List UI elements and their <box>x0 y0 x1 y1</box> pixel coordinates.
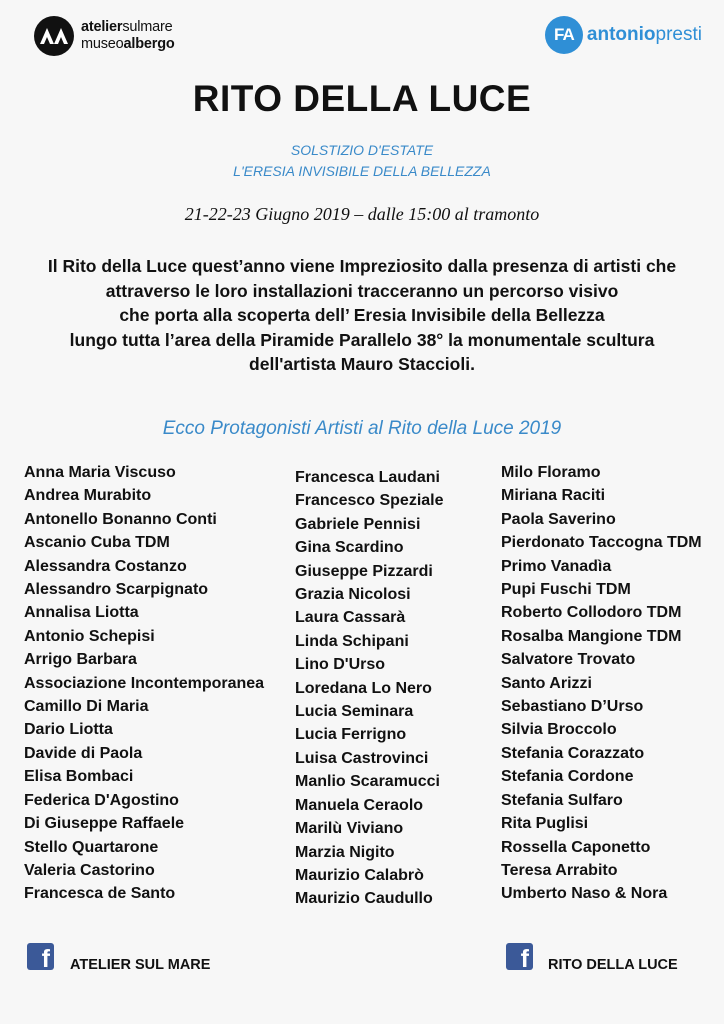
artist-name: Stefania Sulfaro <box>501 791 623 809</box>
artist-name: Lucia Ferrigno <box>295 726 407 744</box>
facebook-label-rito[interactable]: RITO DELLA LUCE <box>548 957 678 973</box>
artist-name: Teresa Arrabito <box>501 861 618 879</box>
artist-name: Loredana Lo Nero <box>295 679 432 697</box>
artist-name: Maurizio Caudullo <box>295 890 433 908</box>
artist-list-column-1 <box>24 461 264 906</box>
artist-name: Francesca Laudani <box>295 469 440 486</box>
subtitle <box>0 140 724 182</box>
artist-name: Rossella Caponetto <box>501 838 651 856</box>
artist-name: Francesca de Santo <box>24 885 176 903</box>
artist-name: Miriana Raciti <box>501 487 606 505</box>
artist-name: Gabriele Pennisi <box>295 515 421 533</box>
facebook-label-atelier[interactable]: ATELIER SUL MARE <box>70 957 211 973</box>
artist-name: Antonello Bonanno Conti <box>24 510 217 528</box>
artist-name: Andrea Murabito <box>24 487 152 505</box>
artist-name: Sebastiano D’Urso <box>501 698 644 716</box>
artist-name: Giuseppe Pizzardi <box>295 562 433 580</box>
artist-name: Roberto Collodoro TDM <box>501 604 682 622</box>
intro-line: che porta alla scoperta dell’ Eresia Invisibile della Bellezza <box>119 305 605 325</box>
facebook-icon[interactable]: f <box>27 943 54 970</box>
artist-name: Umberto Naso & Nora <box>501 885 668 903</box>
logo-word-presti: presti <box>655 24 702 45</box>
logo-word-atelier: atelier <box>81 19 123 35</box>
artist-name: Stello Quartarone <box>24 838 159 856</box>
artist-name: Camillo Di Maria <box>24 698 149 716</box>
artist-name: Laura Cassarà <box>295 609 406 627</box>
artist-name: Marilù Viviano <box>295 820 404 838</box>
artist-name: Pupi Fuschi TDM <box>501 581 631 599</box>
subtitle-line: L'ERESIA INVISIBILE DELLA BELLEZZA <box>233 163 491 179</box>
artist-name: Linda Schipani <box>295 632 409 650</box>
artist-name: Di Giuseppe Raffaele <box>24 815 185 833</box>
logo-word-antonio: antonio <box>586 24 656 45</box>
artist-name: Federica D'Agostino <box>24 791 179 809</box>
artist-name: Pierdonato Taccogna TDM <box>501 534 702 552</box>
event-dates: 21-22-23 Giugno 2019 – dalle 15:00 al tramonto <box>184 204 540 224</box>
intro-line: lungo tutta l’area della Piramide Parallelo 38° la monumentale scultura <box>69 329 655 350</box>
artist-name: Alessandro Scarpignato <box>24 581 209 599</box>
artist-name: Dario Liotta <box>24 721 113 739</box>
facebook-icon[interactable]: f <box>506 943 533 970</box>
logo-word-albergo: albergo <box>123 36 175 52</box>
artist-name: Grazia Nicolosi <box>295 586 411 604</box>
artist-name: Rita Puglisi <box>501 815 589 833</box>
artist-name: Alessandra Costanzo <box>24 557 187 575</box>
artist-name: Salvatore Trovato <box>501 651 636 669</box>
artist-name: Lucia Seminara <box>295 703 414 721</box>
artist-name: Elisa Bombaci <box>24 768 134 786</box>
artist-name: Stefania Cordone <box>501 768 634 786</box>
am-logo-icon <box>34 16 74 56</box>
artist-name: Manlio Scaramucci <box>295 773 440 791</box>
subtitle-line: SOLSTIZIO D'ESTATE <box>290 142 434 158</box>
intro-line: dell'artista Mauro Staccioli. <box>249 354 475 374</box>
page-title: RITO DELLA LUCE <box>192 78 532 119</box>
artist-name: Manuela Ceraolo <box>295 796 424 814</box>
artist-name: Paola Saverino <box>501 510 616 528</box>
fa-logo-icon: FA <box>545 16 583 54</box>
antonio-presti-logo-text <box>587 24 702 46</box>
artist-name: Davide di Paola <box>24 744 143 762</box>
antonio-presti-logo <box>545 16 702 54</box>
artist-name: Ascanio Cuba TDM <box>24 534 170 552</box>
artist-name: Lino D'Urso <box>295 656 386 674</box>
artist-name: Anna Maria Viscuso <box>24 464 176 481</box>
artist-name: Rosalba Mangione TDM <box>501 627 682 645</box>
artist-name: Milo Floramo <box>501 464 601 481</box>
artist-list-column-2 <box>295 466 444 911</box>
artist-name: Santo Arizzi <box>501 674 592 692</box>
artist-name: Associazione Incontemporanea <box>24 674 265 692</box>
artist-name: Luisa Castrovinci <box>295 749 429 767</box>
artist-name: Annalisa Liotta <box>24 604 139 622</box>
intro-line: attraverso le loro installazioni tracceranno un percorso visivo <box>105 280 619 301</box>
artist-name: Marzia Nigito <box>295 843 395 861</box>
atelier-logo-text <box>81 19 175 53</box>
artist-name: Francesco Speziale <box>295 492 444 510</box>
artist-name: Maurizio Calabrò <box>295 866 424 884</box>
logo-word-sulmare: sulmare <box>122 19 173 35</box>
artist-name: Arrigo Barbara <box>24 651 137 669</box>
artist-name: Valeria Castorino <box>24 861 155 879</box>
intro-paragraph <box>0 254 724 377</box>
artist-name: Gina Scardino <box>295 539 404 557</box>
artist-name: Stefania Corazzato <box>501 744 645 762</box>
artist-name: Silvia Broccolo <box>501 721 617 739</box>
atelier-sul-mare-logo <box>34 16 175 56</box>
intro-line: Il Rito della Luce quest’anno viene Impreziosito dalla presenza di artisti che <box>47 256 677 276</box>
artist-name: Antonio Schepisi <box>24 627 155 645</box>
artists-heading: Ecco Protagonisti Artisti al Rito della Luce 2019 <box>162 418 562 439</box>
artist-list-column-3 <box>501 461 702 906</box>
logo-word-museo: museo <box>81 36 124 52</box>
artist-name: Primo Vanadìa <box>501 557 612 575</box>
